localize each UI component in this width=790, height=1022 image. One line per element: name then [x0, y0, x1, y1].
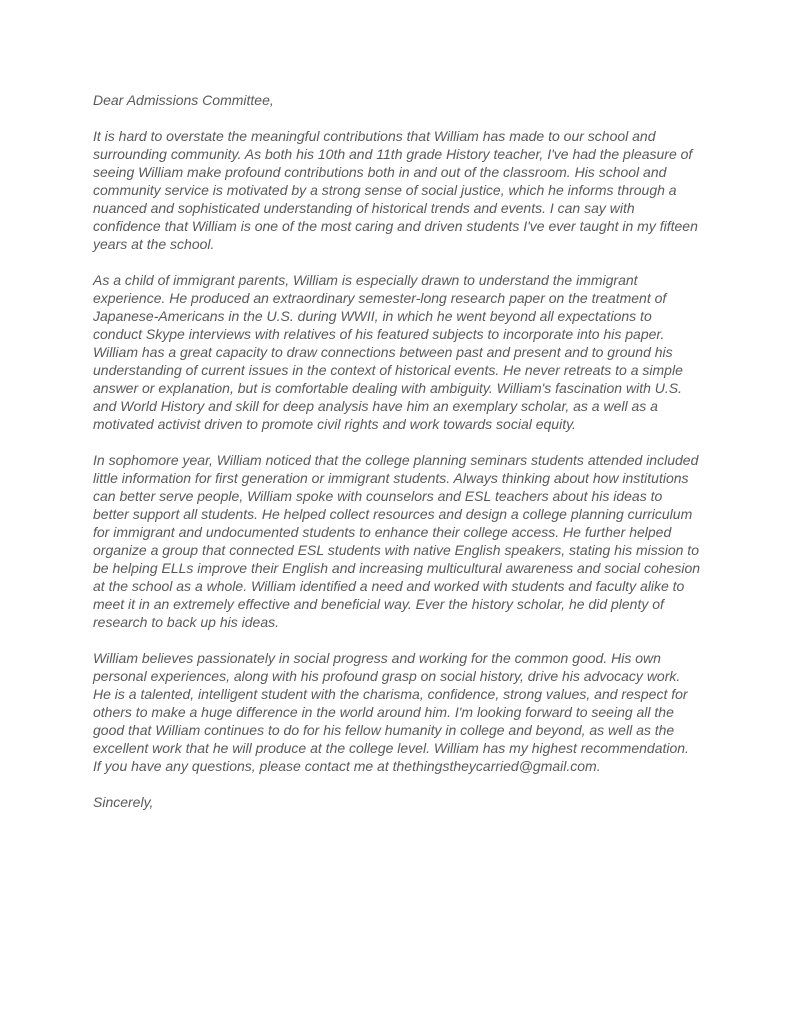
letter-paragraph-recommendation: William believes passionately in social progress and working for the common good. His own personal experiences, along with his profound grasp on social history, drive his advocacy work. He is a talented, intelligent student with the charisma, confidence, strong values, and respect for others to make a huge difference in the world around him. I'm looking forward to seeing all the good that William continues to do for his fellow humanity in college and beyond, as well as the excellent work that he will produce at the college level. William has my highest recommendation. If you have any questions, please contact me at thethingstheycarried@gmail.com.	[93, 650, 689, 774]
salutation: Dear Admissions Committee,	[93, 92, 274, 108]
letter-paragraph-research: As a child of immigrant parents, William is especially drawn to understand the immigrant experience. He produced an extraordinary semester-long research paper on the treatment of Japanese-Americans in the U.S. during WWII, in which he went beyond all expectations to conduct Skype interviews with relatives of his featured subjects to incorporate into his paper. William has a great capacity to draw connections between past and present and to ground his understanding of current issues in the context of historical events. He never retreats to a simple answer or explanation, but is comfortable dealing with ambiguity. William's fascination with U.S. and World History and skill for deep analysis have him an exemplary scholar, as a well as a motivated activist driven to promote civil rights and work towards social equity.	[93, 272, 683, 432]
closing: Sincerely,	[93, 794, 154, 810]
letter-paragraph-college-planning: In sophomore year, William noticed that the college planning seminars students attended included little information for first generation or immigrant students. Always thinking about how institutions can better serve people, William spoke with counselors and ESL teachers about his ideas to better support all students. He helped collect resources and design a college planning curriculum for immigrant and undocumented students to enhance their college access. He further helped organize a group that connected ESL students with native English speakers, stating his mission to be helping ELLs improve their English and increasing multicultural awareness and social cohesion at the school as a whole. William identified a need and worked with students and faculty alike to meet it in an extremely effective and beneficial way. Ever the history scholar, he did plenty of research to back up his ideas.	[93, 452, 701, 630]
letter-paragraph-intro: It is hard to overstate the meaningful contributions that William has made to our school and surrounding community. As both his 10th and 11th grade History teacher, I've had the pleasure of seeing William make profound contributions both in and out of the classroom. His school and community service is motivated by a strong sense of social justice, which he informs through a nuanced and sophisticated understanding of historical trends and events. I can say with confidence that William is one of the most caring and driven students I've ever taught in my fifteen years at the school.	[93, 128, 698, 252]
recommendation-letter	[93, 91, 700, 811]
